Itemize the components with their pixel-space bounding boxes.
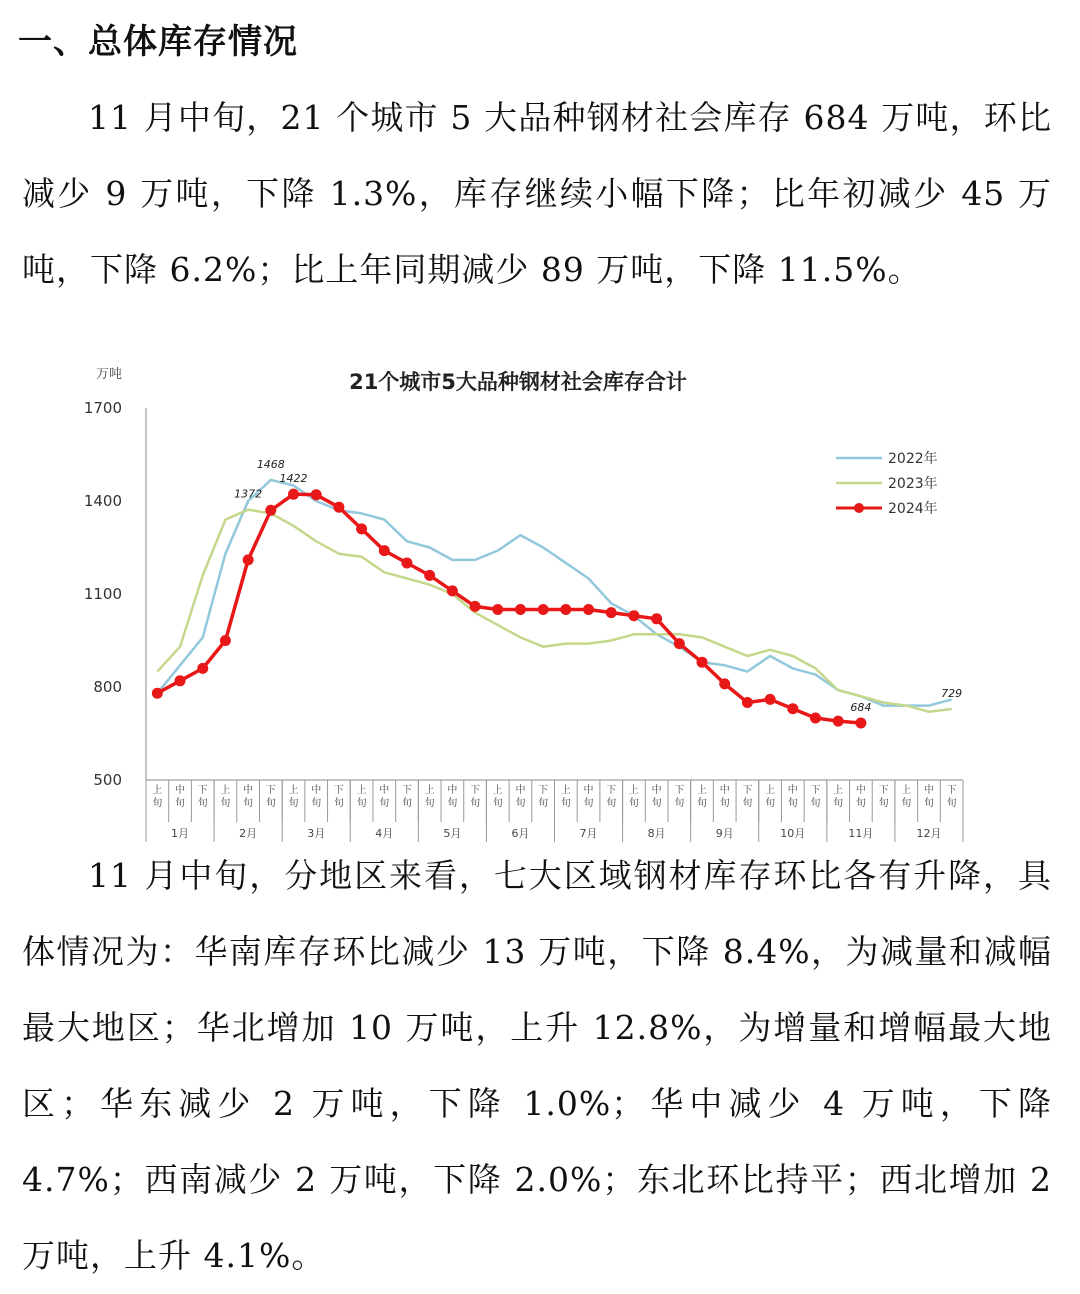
legend-label: 2024年 (888, 501, 938, 517)
legend-label: 2023年 (888, 476, 938, 492)
x-tick-label-bottom: 旬 (492, 798, 503, 809)
legend-label: 2022年 (888, 451, 938, 467)
data-point (810, 713, 821, 724)
data-point (787, 703, 798, 714)
x-tick-label-bottom: 旬 (401, 798, 412, 809)
y-axis-unit-label: 万吨 (96, 367, 123, 382)
month-label: 1月 (171, 827, 190, 840)
data-point (311, 489, 322, 500)
x-tick-label-bottom: 旬 (538, 798, 549, 809)
data-label: 1372 (234, 487, 263, 501)
data-point (651, 613, 662, 624)
data-label: 729 (941, 687, 963, 701)
x-tick-label-bottom: 旬 (787, 798, 798, 809)
section-heading: 一、总体库存情况 (18, 22, 298, 62)
x-tick-label-top: 下 (878, 785, 889, 796)
x-tick-label-top: 中 (175, 785, 186, 796)
data-point (288, 489, 299, 500)
x-tick-label-top: 下 (674, 785, 685, 796)
data-point (765, 694, 776, 705)
x-tick-label-top: 上 (765, 785, 776, 796)
x-tick-label-top: 下 (946, 785, 957, 796)
x-tick-label-top: 下 (742, 785, 753, 796)
x-tick-label-bottom: 旬 (833, 798, 844, 809)
x-tick-label-bottom: 旬 (651, 798, 662, 809)
data-point (538, 604, 549, 615)
x-tick-label-bottom: 旬 (356, 798, 367, 809)
x-tick-label-top: 下 (401, 785, 412, 796)
x-tick-label-bottom: 旬 (447, 798, 458, 809)
x-tick-label-top: 中 (923, 785, 934, 796)
data-point (152, 688, 163, 699)
data-point (492, 604, 503, 615)
x-tick-label-top: 中 (447, 785, 458, 796)
x-tick-label-bottom: 旬 (606, 798, 617, 809)
data-label: 1422 (279, 472, 308, 486)
x-tick-label-top: 上 (492, 785, 503, 796)
data-point (220, 635, 231, 646)
x-tick-label-bottom: 旬 (560, 798, 571, 809)
x-tick-label-top: 上 (288, 785, 299, 796)
chart-svg (83, 356, 988, 840)
data-point (243, 554, 254, 565)
x-tick-label-top: 上 (424, 785, 435, 796)
data-point (265, 505, 276, 516)
x-tick-label-bottom: 旬 (288, 798, 299, 809)
x-tick-label-top: 上 (220, 785, 231, 796)
x-tick-label-bottom: 旬 (583, 798, 594, 809)
data-point (674, 638, 685, 649)
data-point (855, 717, 866, 728)
chart-title: 21个城市5大品种钢材社会库存合计 (349, 370, 687, 394)
x-tick-label-bottom: 旬 (424, 798, 435, 809)
x-tick-label-bottom: 旬 (878, 798, 889, 809)
x-tick-label-bottom: 旬 (697, 798, 708, 809)
legend-marker (854, 503, 864, 513)
x-tick-label-bottom: 旬 (719, 798, 730, 809)
data-point (560, 604, 571, 615)
summary-paragraph: 11 月中旬，21 个城市 5 大品种钢材社会库存 684 万吨，环比减少 9 万吨，下降 1.3%，库存继续小幅下降；比年初减少 45 万吨，下降 6.2%；比上年同期减少 89 万吨，下降 11.5%。 (22, 98, 1052, 289)
x-tick-label-top: 上 (356, 785, 367, 796)
x-tick-label-bottom: 旬 (220, 798, 231, 809)
data-point (606, 607, 617, 618)
x-tick-label-top: 下 (538, 785, 549, 796)
data-point (697, 657, 708, 668)
month-label: 12月 (916, 827, 942, 840)
data-point (833, 716, 844, 727)
data-point (583, 604, 594, 615)
month-label: 11月 (848, 827, 874, 840)
x-tick-label-bottom: 旬 (152, 798, 163, 809)
x-tick-label-bottom: 旬 (810, 798, 821, 809)
x-tick-label-bottom: 旬 (470, 798, 481, 809)
month-label: 3月 (307, 827, 326, 840)
x-tick-label-bottom: 旬 (265, 798, 276, 809)
x-tick-label-bottom: 旬 (674, 798, 685, 809)
y-tick-label: 1700 (83, 399, 122, 417)
x-tick-label-top: 中 (515, 785, 526, 796)
x-tick-label-top: 上 (560, 785, 571, 796)
data-point (333, 502, 344, 513)
x-tick-label-bottom: 旬 (243, 798, 254, 809)
x-tick-label-bottom: 旬 (311, 798, 322, 809)
data-point (742, 697, 753, 708)
x-tick-label-top: 上 (697, 785, 708, 796)
data-point (379, 545, 390, 556)
data-point (175, 675, 186, 686)
data-point (719, 678, 730, 689)
month-label: 7月 (579, 827, 598, 840)
x-tick-label-top: 上 (628, 785, 639, 796)
month-label: 10月 (780, 827, 806, 840)
y-tick-label: 1400 (83, 492, 122, 510)
y-tick-label: 800 (93, 678, 122, 696)
x-tick-label-top: 中 (379, 785, 390, 796)
x-tick-label-top: 中 (787, 785, 798, 796)
data-point (356, 523, 367, 534)
x-tick-label-bottom: 旬 (175, 798, 186, 809)
data-point (447, 585, 458, 596)
x-tick-label-top: 中 (719, 785, 730, 796)
x-tick-label-bottom: 旬 (379, 798, 390, 809)
x-tick-label-top: 中 (243, 785, 254, 796)
x-tick-label-top: 上 (833, 785, 844, 796)
data-point (470, 601, 481, 612)
month-label: 2月 (239, 827, 258, 840)
data-point (628, 610, 639, 621)
x-tick-label-top: 下 (810, 785, 821, 796)
x-tick-label-bottom: 旬 (946, 798, 957, 809)
x-tick-label-bottom: 旬 (197, 798, 208, 809)
data-label: 684 (850, 700, 872, 714)
x-tick-label-top: 下 (606, 785, 617, 796)
x-tick-label-top: 中 (311, 785, 322, 796)
month-label: 9月 (715, 827, 734, 840)
chart-background (88, 356, 988, 826)
x-tick-label-bottom: 旬 (628, 798, 639, 809)
x-tick-label-bottom: 旬 (333, 798, 344, 809)
x-tick-label-top: 下 (470, 785, 481, 796)
x-tick-label-top: 下 (197, 785, 208, 796)
inventory-chart (83, 356, 988, 840)
data-label: 1468 (256, 457, 285, 471)
x-tick-label-top: 上 (152, 785, 163, 796)
data-point (197, 663, 208, 674)
y-tick-label: 500 (93, 771, 122, 789)
x-tick-label-bottom: 旬 (742, 798, 753, 809)
x-tick-label-top: 中 (651, 785, 662, 796)
x-tick-label-top: 中 (855, 785, 866, 796)
x-tick-label-bottom: 旬 (515, 798, 526, 809)
x-tick-label-top: 中 (583, 785, 594, 796)
x-tick-label-bottom: 旬 (923, 798, 934, 809)
data-point (424, 570, 435, 581)
x-tick-label-bottom: 旬 (765, 798, 776, 809)
month-label: 6月 (511, 827, 530, 840)
month-label: 8月 (647, 827, 666, 840)
x-tick-label-top: 下 (333, 785, 344, 796)
data-point (401, 558, 412, 569)
regional-paragraph: 11 月中旬，分地区来看，七大区域钢材库存环比各有升降，具体情况为：华南库存环比减少 13 万吨，下降 8.4%，为减量和减幅最大地区；华北增加 10 万吨，上升 12.8%，为增量和增幅最大地区；华东减少 2 万吨，下降 1.0%；华中减少 4 万吨，下降 4.7%；西南减少 2 万吨，下降 2.0%；东北环比持平；西北增加 2 万吨，上升 4.1%。 (22, 856, 1052, 1275)
month-label: 5月 (443, 827, 462, 840)
month-label: 4月 (375, 827, 394, 840)
y-tick-label: 1100 (83, 585, 122, 603)
x-tick-label-top: 下 (265, 785, 276, 796)
x-tick-label-top: 上 (901, 785, 912, 796)
data-point (515, 604, 526, 615)
x-tick-label-bottom: 旬 (855, 798, 866, 809)
x-tick-label-bottom: 旬 (901, 798, 912, 809)
